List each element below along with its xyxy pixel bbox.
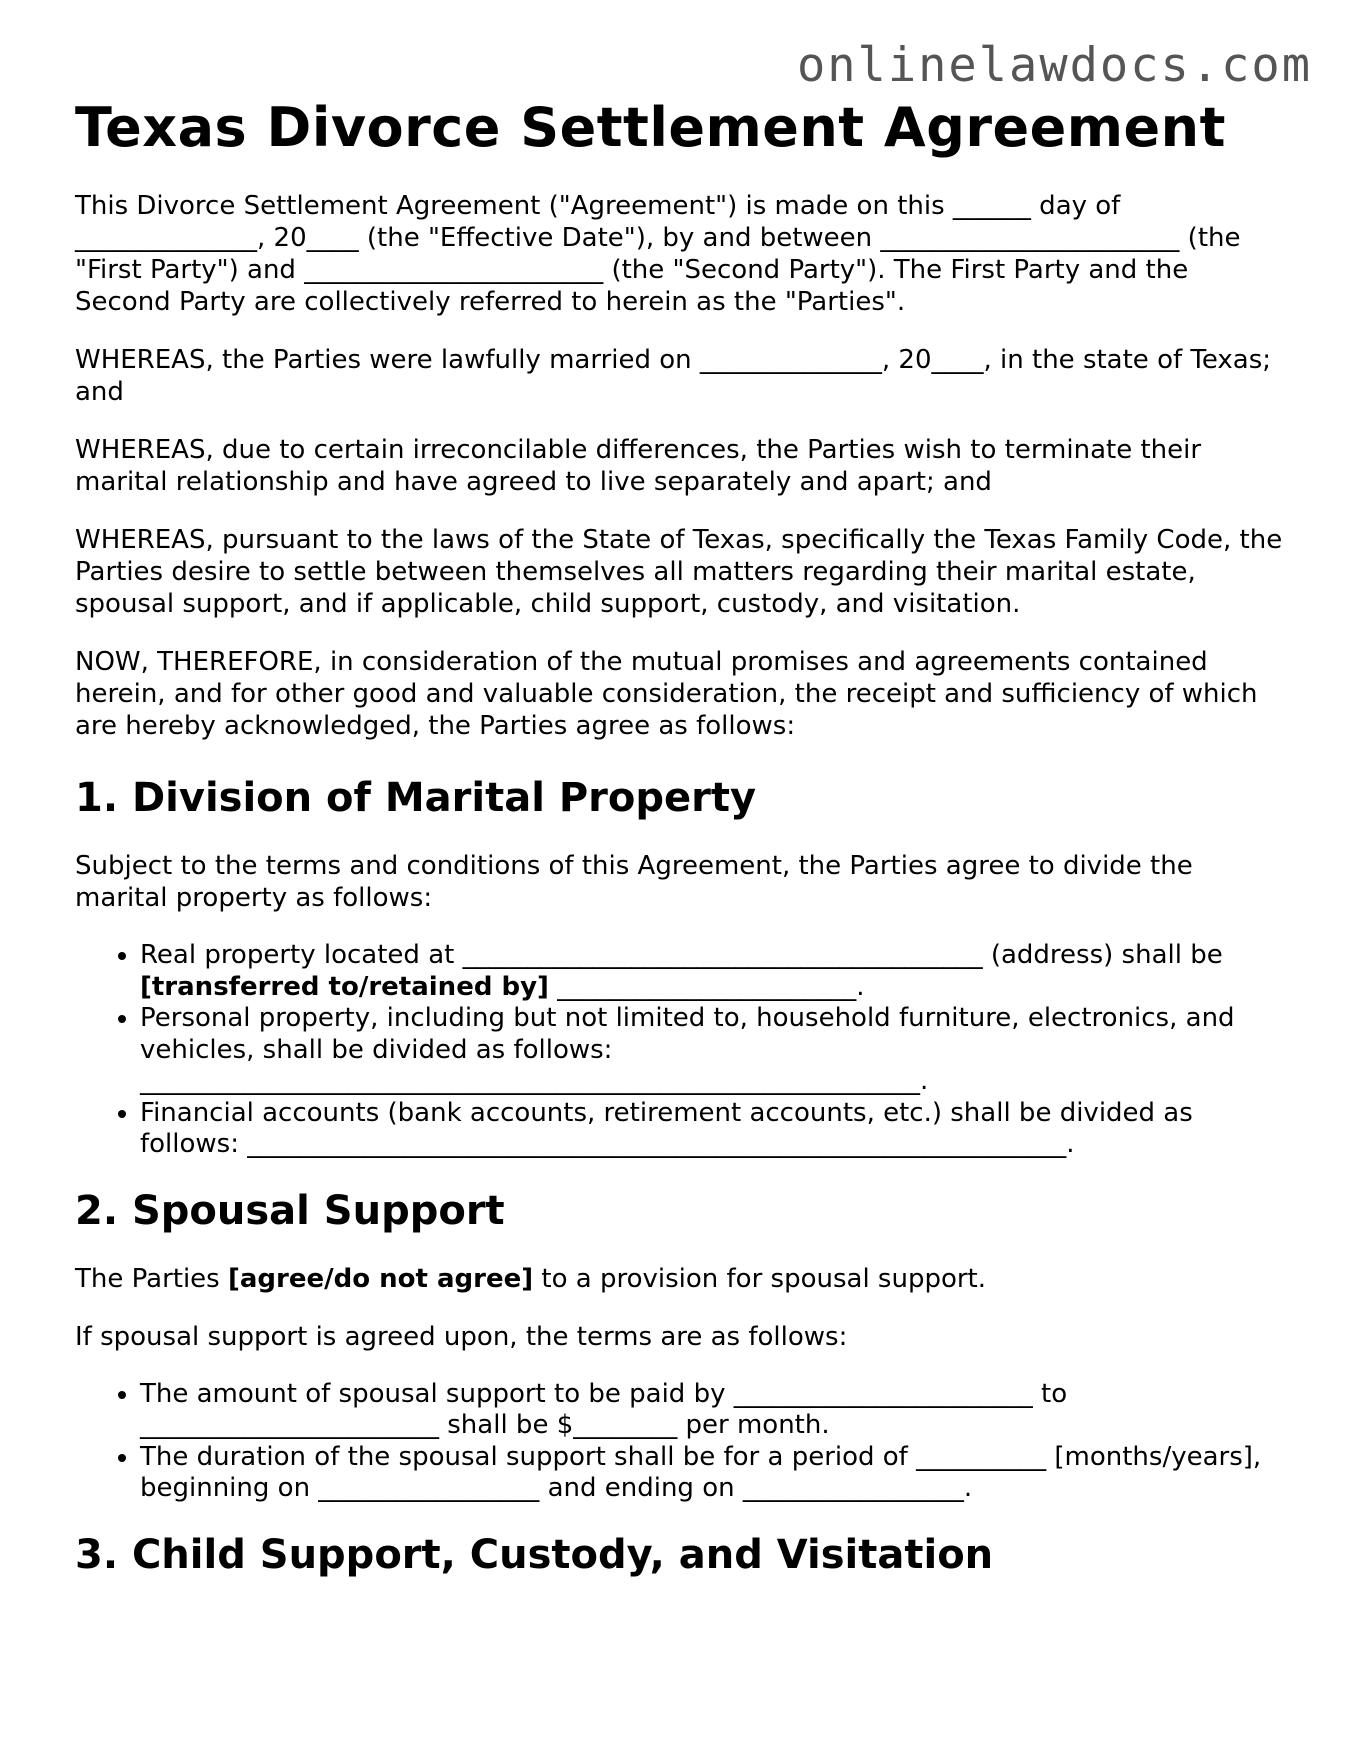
whereas-married-paragraph: WHEREAS, the Parties were lawfully married on ______________, 20____, in the state of Texas; and xyxy=(75,345,1272,407)
property-list xyxy=(75,940,1290,1161)
document-body xyxy=(75,96,1290,1579)
intro-paragraph: This Divorce Settlement Agreement ("Agreement") is made on this ______ day of ______________, 20____ (the "Effective Date"), by and between _______________________ (the "First Party") and _______________________ (the "Second Party"). The First Party and the Second Party are collectively referred to herein as the "Parties". xyxy=(75,191,1241,317)
real-property-recipient: _______________________. xyxy=(548,971,865,1002)
section-2-heading: 2. Spousal Support xyxy=(75,1187,505,1234)
spousal-lead: If spousal support is agreed upon, the terms are as follows: xyxy=(75,1321,848,1352)
list-item-spousal-amount: • The amount of spousal support to be paid by _______________________ to _______________________ shall be $________ per month. xyxy=(140,1379,1290,1442)
spousal-agree-tail: to a provision for spousal support. xyxy=(533,1263,987,1294)
section-1-lead: Subject to the terms and conditions of this Agreement, the Parties agree to divide the marital property as follows: xyxy=(75,851,1193,913)
list-item-financial-accounts: • Financial accounts (bank accounts, retirement accounts, etc.) shall be divided as follows: _______________________________________________________________. xyxy=(140,1098,1290,1161)
real-property-text: Real property located at ________________________________________ (address) shall be xyxy=(140,940,1223,970)
spousal-list xyxy=(75,1379,1290,1505)
document-title: Texas Divorce Settlement Agreement xyxy=(75,96,1226,159)
section-3-heading: 3. Child Support, Custody, and Visitation xyxy=(75,1531,994,1578)
whereas-differences-paragraph: WHEREAS, due to certain irreconcilable differences, the Parties wish to terminate their marital relationship and have agreed to live separately and apart; and xyxy=(75,435,1202,497)
section-1-heading: 1. Division of Marital Property xyxy=(75,775,757,821)
real-property-option: [transferred to/retained by] xyxy=(140,971,549,1002)
list-item-spousal-duration: • The duration of the spousal support shall be for a period of __________ [months/years], beginning on _________________ and ending on _________________. xyxy=(140,1442,1290,1505)
spousal-agree-option: [agree/do not agree] xyxy=(227,1263,534,1294)
watermark: onlinelawdocs.com xyxy=(796,38,1312,93)
spousal-agree-paragraph xyxy=(75,1263,1290,1295)
whereas-laws-paragraph: WHEREAS, pursuant to the laws of the State of Texas, specifically the Texas Family Code, the Parties desire to settle between themselves all matters regarding their marital estate, spousal support, and if applicable, child support, custody, and visitation. xyxy=(75,525,1283,619)
now-therefore-paragraph: NOW, THEREFORE, in consideration of the mutual promises and agreements contained herein, and for other good and valuable consideration, the receipt and sufficiency of which are hereby acknowledged, the Parties agree as follows: xyxy=(75,647,1258,741)
list-item-personal-property: • Personal property, including but not limited to, household furniture, electronics, and vehicles, shall be divided as follows: ____________________________________________________________. xyxy=(140,1003,1290,1098)
list-item-real-property xyxy=(140,940,1290,1003)
spousal-agree-text: The Parties xyxy=(75,1263,228,1294)
